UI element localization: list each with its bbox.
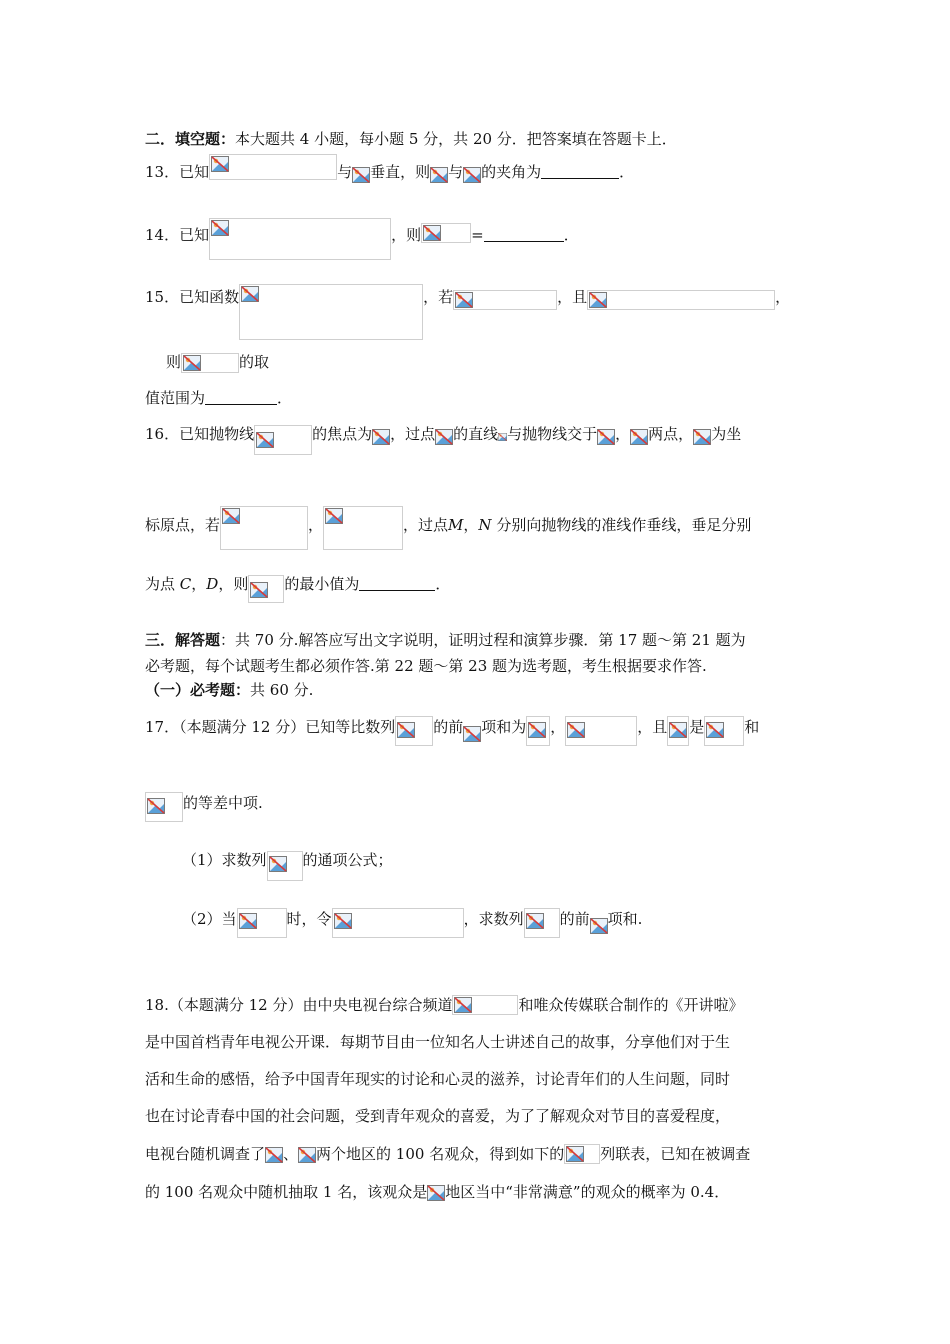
broken-image-icon <box>298 1147 316 1163</box>
formula-image <box>248 575 284 603</box>
question-15-cont <box>166 352 269 373</box>
text: M <box>448 516 464 534</box>
text: 的通项公式； <box>302 851 393 869</box>
broken-image-icon <box>256 432 274 448</box>
answer-blank[interactable] <box>359 576 435 591</box>
formula-image <box>209 218 391 260</box>
broken-image-icon <box>669 722 687 738</box>
section3-heading <box>145 630 746 650</box>
text: D <box>206 575 219 593</box>
broken-image-icon <box>463 726 481 742</box>
formula-image <box>565 716 637 746</box>
text: 分别向抛物线的准线作垂线，垂足分别 <box>491 516 752 534</box>
formula-image <box>452 995 518 1015</box>
formula-image <box>704 716 744 746</box>
formula-image <box>564 1144 600 1164</box>
broken-image-icon <box>352 167 370 183</box>
broken-image-icon <box>590 918 608 934</box>
text: 两个地区的 100 名观众，得到如下的 <box>316 1145 565 1163</box>
text: ，过点 <box>403 516 449 534</box>
text: ， <box>615 425 631 443</box>
broken-image-icon <box>222 508 240 524</box>
text: 电视台随机调查了 <box>145 1145 266 1163</box>
text: 项和. <box>607 910 643 928</box>
text: 共 60 分. <box>250 681 314 699</box>
question-18-line4: 也在讨论青春中国的社会问题，受到青年观众的喜爱，为了了解观众对节目的喜爱程度， <box>145 1107 731 1125</box>
text: 的最小值为 <box>284 575 360 593</box>
broken-image-icon <box>526 913 544 929</box>
broken-image-icon <box>597 429 615 445</box>
text: C <box>179 575 192 593</box>
broken-image-icon <box>269 856 287 872</box>
question-18-line6 <box>145 1182 729 1202</box>
question-16-cont <box>145 506 751 550</box>
text: 14．已知 <box>145 226 210 244</box>
text: 18.（本题满分 12 分）由中央电视台综合频道 <box>145 996 453 1014</box>
text: 为点 <box>145 575 176 593</box>
broken-image-icon <box>397 722 415 738</box>
text: ，则 <box>391 226 422 244</box>
text: ， <box>191 575 207 593</box>
broken-image-icon <box>630 429 648 445</box>
broken-image-icon <box>239 913 257 929</box>
question-15-range <box>145 388 292 408</box>
text: N <box>478 516 492 534</box>
broken-image-icon <box>454 997 472 1013</box>
formula-image <box>181 353 239 373</box>
text: 项和为 <box>481 718 527 736</box>
text: = <box>471 226 484 244</box>
broken-image-icon <box>423 225 441 241</box>
broken-image-icon <box>706 722 724 738</box>
question-13 <box>145 154 634 183</box>
text: 的焦点为 <box>312 425 373 443</box>
text: 与抛物线交于 <box>507 425 598 443</box>
broken-image-icon <box>435 429 453 445</box>
answer-blank[interactable] <box>484 227 564 242</box>
text: 16．已知抛物线 <box>145 425 255 443</box>
section3-sub <box>145 680 313 700</box>
broken-image-icon <box>427 1185 445 1201</box>
broken-image-icon <box>567 722 585 738</box>
question-18-line2: 是中国首档青年电视公开课．每期节目由一位知名人士讲述自己的故事，分享他们对于生 <box>145 1033 731 1051</box>
text: 标原点，若 <box>145 516 221 534</box>
text: 的直线 <box>453 425 499 443</box>
section2-title: 二．填空题： <box>145 130 236 148</box>
text: （2）当 <box>182 910 237 928</box>
question-17-part1 <box>182 850 393 881</box>
formula-image <box>220 506 308 550</box>
broken-image-icon <box>265 1147 283 1163</box>
formula-image <box>254 425 312 455</box>
text: 、 <box>283 1145 299 1163</box>
question-17 <box>145 716 759 746</box>
broken-image-icon <box>589 292 607 308</box>
formula-image <box>332 908 464 938</box>
broken-image-icon <box>325 508 343 524</box>
question-17-part2 <box>182 908 642 938</box>
text: ，若 <box>423 288 454 306</box>
text: 的取 <box>239 353 270 371</box>
section2-desc: 本大题共 4 小题，每小题 5 分，共 20 分．把答案填在答题卡上． <box>235 130 677 148</box>
text: 的等差中项. <box>183 794 263 812</box>
question-18-line3: 活和生命的感悟，给予中国青年现实的讨论和心灵的滋养，讨论青年们的人生问题，同时 <box>145 1070 731 1088</box>
text: 和唯众传媒联合制作的《开讲啦》 <box>518 996 744 1014</box>
broken-image-icon <box>211 156 229 172</box>
text: ，求数列 <box>463 910 524 928</box>
answer-blank[interactable] <box>205 390 277 405</box>
text: （1）求数列 <box>182 851 267 869</box>
broken-image-icon <box>183 355 201 371</box>
text: 列联表，已知在被调查 <box>600 1145 751 1163</box>
formula-image <box>587 290 775 310</box>
question-18-line5 <box>145 1144 750 1164</box>
text: ， <box>775 288 791 306</box>
question-17-cont <box>145 792 263 822</box>
text: 则 <box>166 353 182 371</box>
broken-image-icon <box>372 429 390 445</box>
text: 17．（本题满分 12 分）已知等比数列 <box>145 718 396 736</box>
text: 的前 <box>433 718 464 736</box>
text: ， <box>463 516 479 534</box>
formula-image <box>526 716 550 746</box>
text: ． <box>277 389 293 407</box>
text: 地区当中“非常满意”的观众的概率为 0.4． <box>445 1183 730 1201</box>
formula-image <box>421 223 471 243</box>
broken-image-icon <box>566 1146 584 1162</box>
text: ，过点 <box>390 425 436 443</box>
section2-heading <box>145 129 677 149</box>
text: 的前 <box>559 910 590 928</box>
text: ，且 <box>557 288 588 306</box>
broken-image-icon <box>211 220 229 236</box>
formula-image <box>395 716 433 746</box>
question-15 <box>145 284 790 340</box>
formula-image <box>209 154 337 180</box>
question-18 <box>145 995 744 1015</box>
text: 垂直，则 <box>370 163 431 181</box>
formula-image <box>667 716 689 746</box>
text: 时，令 <box>286 910 332 928</box>
text: 和 <box>744 718 760 736</box>
text: 为坐 <box>711 425 742 443</box>
formula-image <box>323 506 403 550</box>
text: 的 100 名观众中随机抽取 1 名，该观众是 <box>145 1183 428 1201</box>
broken-image-icon <box>430 167 448 183</box>
formula-image <box>237 908 287 938</box>
broken-image-icon <box>334 913 352 929</box>
broken-image-icon <box>463 167 481 183</box>
broken-image-icon <box>455 292 473 308</box>
formula-image <box>145 792 183 822</box>
section3-desc: 必考题，每个试题考生都必须作答.第 22 题～第 23 题为选考题，考生根据要求作答. <box>145 657 707 675</box>
text: ， <box>308 516 324 534</box>
question-16-end <box>145 574 450 603</box>
text: 的夹角为 <box>481 163 542 181</box>
text: （一）必考题： <box>145 681 251 699</box>
formula-image <box>453 290 557 310</box>
text: ：共 70 分.解答应写出文字说明，证明过程和演算步骤．第 17 题～第 21 题为 <box>220 631 746 649</box>
broken-image-icon <box>498 429 507 445</box>
broken-image-icon <box>250 582 268 598</box>
text: 两点， <box>648 425 694 443</box>
text: ，且 <box>637 718 668 736</box>
formula-image <box>524 908 560 938</box>
formula-image <box>239 284 423 340</box>
broken-image-icon <box>693 429 711 445</box>
text: ． <box>619 163 635 181</box>
text: ． <box>435 575 451 593</box>
text: 与 <box>337 163 353 181</box>
broken-image-icon <box>147 798 165 814</box>
text: ． <box>563 226 579 244</box>
question-16 <box>145 424 741 455</box>
text: 是 <box>689 718 705 736</box>
text: ，则 <box>218 575 249 593</box>
formula-image <box>267 851 303 881</box>
text: 13．已知 <box>145 163 210 181</box>
section3-title: 三．解答题 <box>145 631 221 649</box>
text: 与 <box>448 163 464 181</box>
text: 15．已知函数 <box>145 288 240 306</box>
broken-image-icon <box>528 722 546 738</box>
broken-image-icon <box>241 286 259 302</box>
text: ， <box>550 718 566 736</box>
text: 值范围为 <box>145 389 206 407</box>
answer-blank[interactable] <box>541 164 619 179</box>
question-14 <box>145 218 579 260</box>
